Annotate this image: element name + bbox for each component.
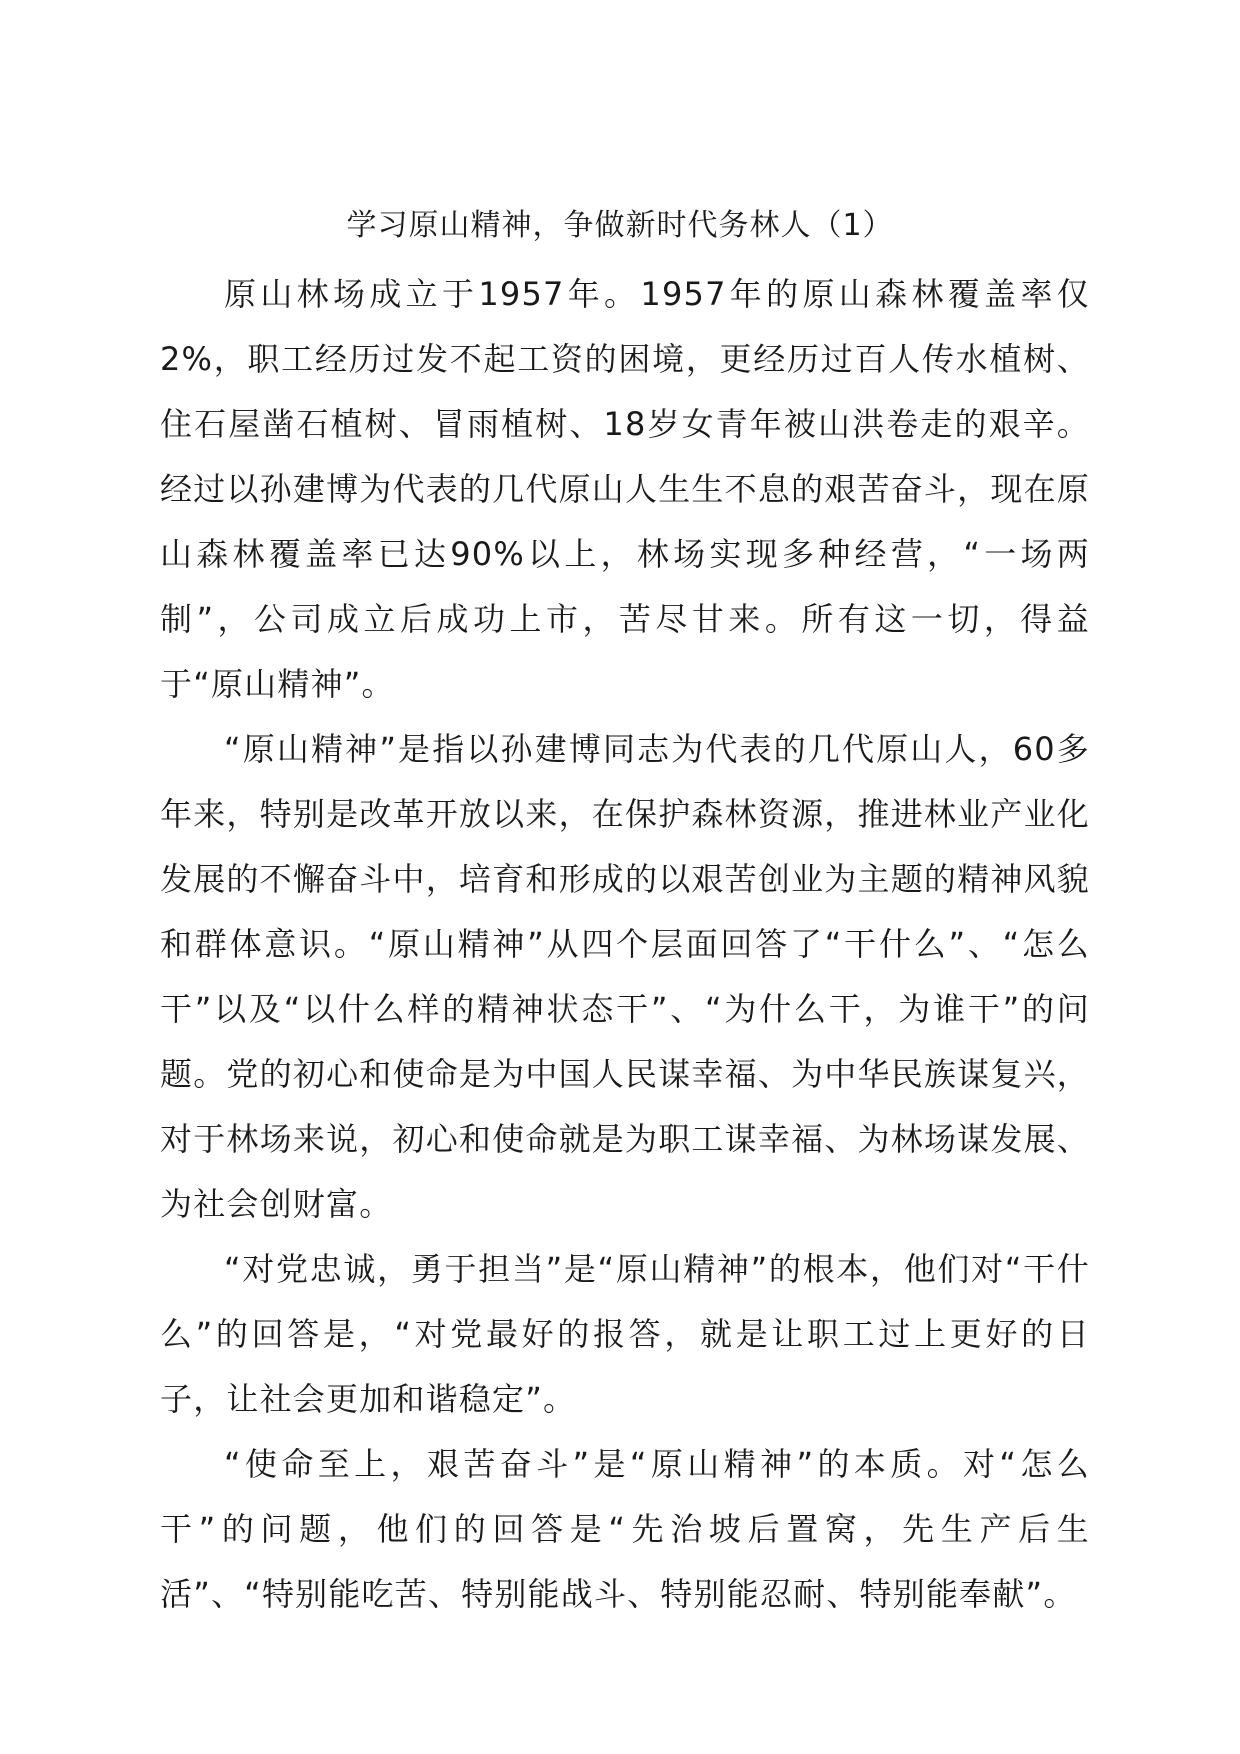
paragraph: “对党忠诚，勇于担当”是“原山精神”的根本，他们对“干什么”的回答是，“对党最好的报答，就是让职工过上更好的日子，让社会更加和谐稳定”。 [160,1250,1090,1418]
document-title: 学习原山精神，争做新时代务林人（1） [346,208,894,243]
paragraph: “原山精神”是指以孙建博同志为代表的几代原山人，60多年来，特别是改革开放以来，在保护森林资源，推进林业产业化发展的不懈奋斗中，培育和形成的以艰苦创业为主题的精神风貌和群体意识。“原山精神”从四个层面回答了“干什么”、“怎么干”以及“以什么样的精神状态干”、“为什么干，为谁干”的问题。党的初心和使命是为中国人民谋幸福、为中华民族谋复兴，对于林场来说，初心和使命就是为职工谋幸福、为林场谋发展、为社会创财富。 [160,730,1090,1223]
paragraph: 原山林场成立于1957年。1957年的原山森林覆盖率仅2%，职工经历过发不起工资的困境，更经历过百人传水植树、住石屋凿石植树、冒雨植树、18岁女青年被山洪卷走的艰辛。经过以孙建博为代表的几代原山人生生不息的艰苦奋斗，现在原山森林覆盖率已达90%以上，林场实现多种经营，“一场两制”，公司成立后成功上市，苦尽甘来。所有这一切，得益于“原山精神”。 [160,275,1090,703]
document-body [160,262,1090,1627]
paragraph: “使命至上，艰苦奋斗”是“原山精神”的本质。对“怎么干”的问题，他们的回答是“先治坡后置窝，先生产后生活”、“特别能吃苦、特别能战斗、特别能忍耐、特别能奉献”。 [160,1445,1090,1613]
